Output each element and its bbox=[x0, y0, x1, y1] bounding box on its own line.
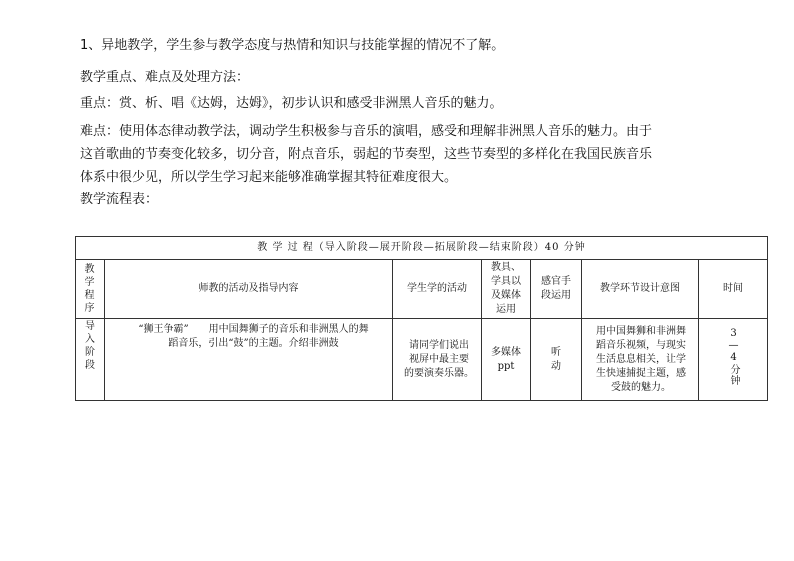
student-activity-line: 的要演奏乐器。 bbox=[404, 367, 474, 379]
sense-line: 动 bbox=[551, 360, 561, 372]
paragraph-flow-heading: 教学流程表： bbox=[80, 192, 159, 207]
table-header-row bbox=[76, 260, 768, 319]
row-stage: 导入阶段 bbox=[76, 319, 105, 401]
header-student: 学生学的活动 bbox=[393, 260, 482, 319]
paragraph-focus: 重点：赏、析、唱《达姆，达姆》，初步认识和感受非洲黑人音乐的魅力。 bbox=[80, 96, 503, 111]
design-line: 生活息息相关，让学 bbox=[596, 353, 686, 365]
header-tools-line: 及媒体 bbox=[491, 290, 521, 301]
difficulty-line: 体系中很少见，所以学生学习起来能够准确掌握其特征难度很大。 bbox=[80, 170, 458, 185]
sense-line: 听 bbox=[551, 346, 561, 358]
table-caption-row bbox=[76, 237, 768, 260]
header-design: 教学环节设计意图 bbox=[582, 260, 699, 319]
design-line: 蹈音乐视频，与现实 bbox=[596, 339, 686, 351]
table-caption: 教 学 过 程（导入阶段—展开阶段—拓展阶段—结束阶段）40 分钟 bbox=[76, 237, 768, 260]
table-row bbox=[76, 319, 768, 401]
row-student-activity bbox=[393, 319, 482, 401]
row-teacher-activity bbox=[105, 319, 393, 401]
student-activity-line: 请同学们说出 bbox=[409, 339, 469, 351]
header-teacher: 师教的活动及指导内容 bbox=[105, 260, 393, 319]
difficulty-line: 难点：使用体态律动教学法，调动学生积极参与音乐的演唱，感受和理解非洲黑人音乐的魅力。由于 bbox=[80, 124, 653, 139]
row-tools bbox=[482, 319, 531, 401]
header-time: 时间 bbox=[699, 260, 768, 319]
header-sense-line: 感官手 bbox=[541, 276, 571, 287]
difficulty-line: 这首歌曲的节奏变化较多，切分音，附点音乐，弱起的节奏型，这些节奏型的多样化在我国民族音乐 bbox=[80, 147, 653, 162]
header-tools bbox=[482, 260, 531, 319]
time-value: 3—4分钟 bbox=[728, 328, 739, 386]
teacher-activity-line: “狮王争霸” 用中国舞狮子的音乐和非洲黑人的舞 bbox=[138, 324, 369, 335]
header-tools-line: 学具以 bbox=[491, 276, 521, 287]
student-activity-line: 视屏中最主要 bbox=[409, 353, 469, 365]
paragraph-difficulty bbox=[80, 120, 652, 189]
row-sense bbox=[531, 319, 582, 401]
teaching-flow-table bbox=[75, 236, 768, 401]
paragraph-key-points-heading: 教学重点、难点及处理方法： bbox=[80, 70, 250, 85]
header-sense bbox=[531, 260, 582, 319]
header-stage: 教学程序 bbox=[76, 260, 105, 319]
header-sense-line: 段运用 bbox=[541, 290, 571, 301]
header-tools-line: 教具、 bbox=[491, 262, 521, 273]
design-line: 生快速捕捉主题，感 bbox=[596, 367, 686, 379]
paragraph-situation: 1、异地教学，学生参与教学态度与热情和知识与技能掌握的情况不了解。 bbox=[80, 38, 505, 53]
tools-line: 多媒体 bbox=[491, 346, 521, 358]
tools-line: ppt bbox=[497, 360, 515, 372]
design-line: 用中国舞狮和非洲舞 bbox=[596, 325, 686, 337]
teacher-activity-line: 蹈音乐，引出“鼓”的主题。介绍非洲鼓 bbox=[168, 338, 339, 349]
header-tools-line: 运用 bbox=[496, 304, 516, 315]
row-design-intent bbox=[582, 319, 699, 401]
row-time bbox=[699, 319, 768, 401]
design-line: 受鼓的魅力。 bbox=[611, 381, 671, 393]
